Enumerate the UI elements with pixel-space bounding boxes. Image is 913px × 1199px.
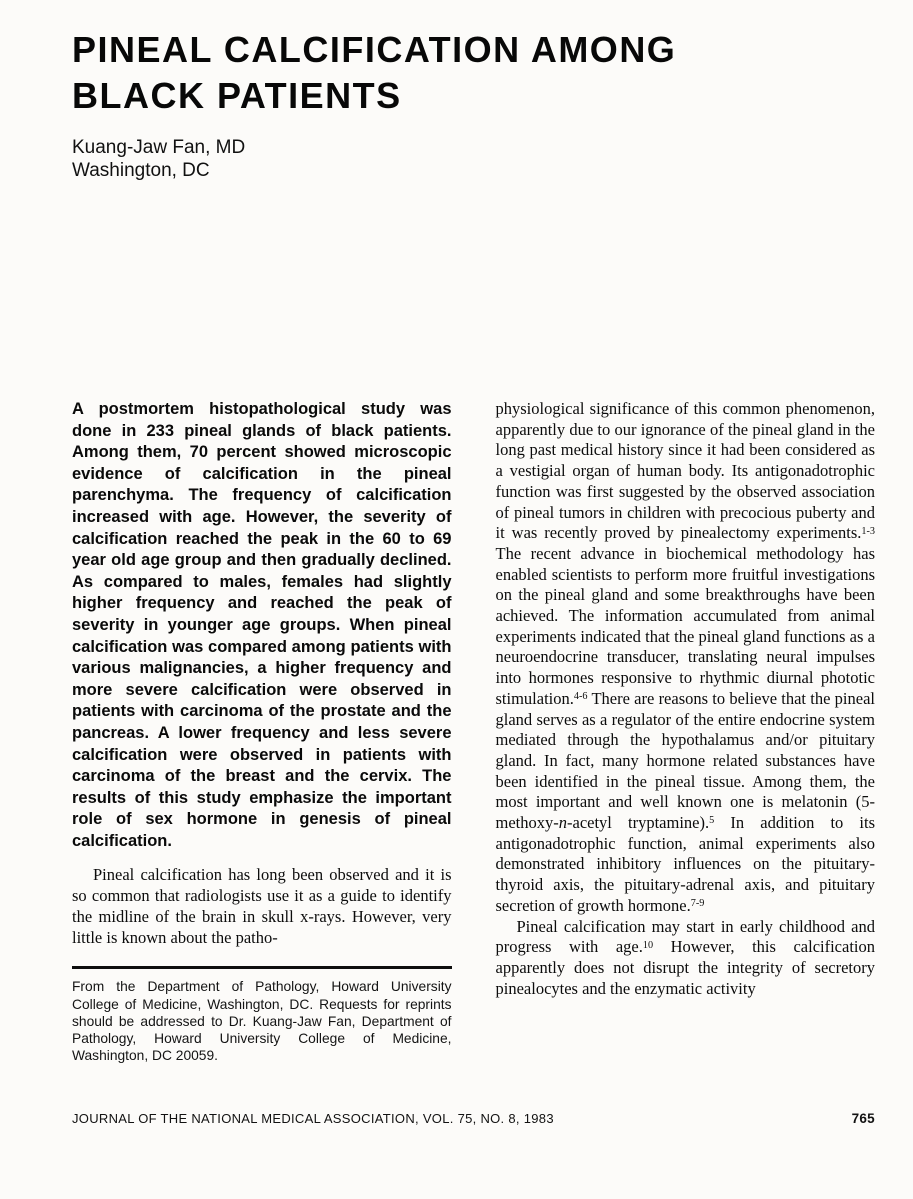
article-body	[72, 399, 875, 1065]
article-title-line2: BLACK PATIENTS	[72, 75, 402, 116]
abstract-paragraph: A postmortem histopathological study was done in 233 pineal glands of black patients. Among them, 70 percent showed microscopic evidence of calcification in the pineal parenchyma. The frequency of calcification increased with age. However, the severity of calcification reached the peak in the 60 to 69 year old age group and then gradually declined. As compared to males, females had slightly higher frequency and reached the peak of severity in younger age groups. When pineal calcification was compared among patients with various malignancies, a higher frequency and more severe calcification were observed in patients with carcinoma of the prostate and the pancreas. A lower frequency and less severe calcification were observed in patients with carcinoma of the breast and the cervix. The results of this study emphasize the important role of sex hormone in genesis of pineal calcification.	[72, 400, 452, 850]
page-number: 765	[851, 1111, 875, 1126]
body-paragraph-2: Pineal calcification may start in early childhood and progress with age.$^{10}$ However, this calcification apparently does not disrupt the integrity of secretory pinealocytes and the enzymatic activity	[495, 916, 875, 998]
footnote-text: From the Department of Pathology, Howard University College of Medicine, Washington, DC. Requests for reprints should be addressed to Dr. Kuang-Jaw Fan, Department of Pathology, Howard University College of Medicine, Washington, DC 20059.	[72, 979, 452, 1064]
article-header	[72, 27, 875, 182]
journal-line: JOURNAL OF THE NATIONAL MEDICAL ASSOCIATION, VOL. 75, NO. 8, 1983	[72, 1111, 554, 1126]
page-footer	[72, 1111, 875, 1126]
intro-paragraph: Pineal calcification has long been observed and it is so common that radiologists use it as a guide to identify the midline of the brain in skull x-rays. However, very little is known about the patho-	[72, 865, 452, 947]
right-column	[496, 399, 876, 1065]
footnote-divider	[72, 966, 452, 969]
article-title-line1: PINEAL CALCIFICATION AMONG	[72, 29, 677, 70]
article-title	[72, 27, 875, 119]
left-column	[72, 399, 452, 1065]
body-paragraph-1: physiological significance of this common phenomenon, apparently due to our ignorance of the pineal gland in the long past medical history since it had been considered as a vestigial organ of human body. Its antigonadotrophic function was first suggested by the observed association of pineal tumors in children with precocious puberty and it was recently proved by pinealectomy experiments.$^{1-3}$ The recent advance in biochemical methodology has enabled scientists to perform more fruitful investigations on the pineal gland and some breakthroughs have been achieved. The information accumulated from animal experiments indicated that the pineal gland functions as a neuroendocrine transducer, translating neural impulses into hormones responsive to rhythmic diurnal phototic stimulation.$^{4-6}$ There are reasons to believe that the pineal gland serves as a regulator of the entire endocrine system mediated through the hypothalamus and/or pituitary gland. In fact, many hormone related substances have been identified in the pineal tissue. Among them, the most important and well known one is melatonin (5-methoxy-n-acetyl tryptamine).$^5$ In addition to its antigonadotrophic function, animal experiments also demonstrated inhibitory influences on the pituitary-thyroid axis, the pituitary-adrenal axis, and pituitary secretion of growth hormone.$^{7-9}$	[495, 399, 876, 915]
author-location: Washington, DC	[72, 160, 210, 181]
author-name: Kuang-Jaw Fan, MD	[72, 137, 246, 158]
author-block	[72, 136, 875, 182]
